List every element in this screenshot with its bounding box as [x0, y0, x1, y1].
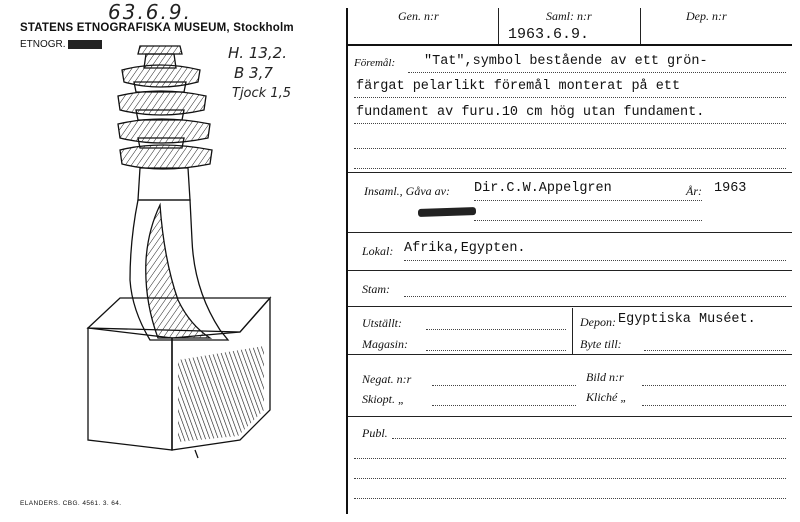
ar-label: År:	[686, 184, 702, 198]
foremal-line-3: fundament av furu.10 cm hög utan fundament.	[356, 105, 705, 120]
dotted-line	[354, 148, 786, 149]
saml-nr-label: Saml: n:r	[546, 9, 592, 23]
depon-value: Egyptiska Muséet.	[618, 312, 756, 327]
utstallt-label: Utställt:	[362, 316, 403, 330]
section-rule	[348, 306, 792, 307]
dotted-line	[404, 296, 786, 297]
dotted-line	[474, 220, 702, 221]
dotted-line	[644, 350, 786, 351]
lokal-value: Afrika,Egypten.	[404, 241, 526, 256]
dotted-line	[642, 405, 786, 406]
depon-label: Depon:	[580, 315, 616, 329]
foremal-line-1: "Tat",symbol bestående av ett grön-	[424, 54, 708, 69]
section-divider	[572, 308, 573, 354]
negat-label: Negat. n:r	[362, 372, 412, 386]
etnogr-text: ETNOGR.	[20, 39, 66, 50]
dotted-line	[426, 329, 566, 330]
dotted-line	[432, 405, 576, 406]
struck-text-mark	[418, 207, 476, 217]
magasin-label: Magasin:	[362, 337, 408, 351]
dotted-line	[354, 478, 786, 479]
dotted-line	[432, 385, 576, 386]
stam-label: Stam:	[362, 282, 390, 296]
dotted-line	[392, 438, 786, 439]
dotted-line	[474, 200, 702, 201]
ar-value: 1963	[714, 181, 747, 196]
dotted-line	[426, 350, 566, 351]
foremal-label: Föremål:	[354, 57, 396, 69]
dotted-line	[404, 260, 786, 261]
djed-pillar-drawing	[60, 40, 320, 460]
dotted-line	[354, 458, 786, 459]
dotted-line	[408, 72, 786, 73]
handwritten-catalog-number: 63.6.9.	[108, 0, 192, 24]
header-divider	[498, 8, 499, 44]
section-rule	[348, 232, 792, 233]
measurement-thickness: Tjock 1,5	[232, 86, 291, 101]
gen-nr-label: Gen. n:r	[398, 9, 439, 23]
section-rule	[348, 172, 792, 173]
saml-nr-value: 1963.6.9.	[508, 26, 590, 43]
insaml-value: Dir.C.W.Appelgren	[474, 181, 612, 196]
printer-mark: ELANDERS. CBG. 4561. 3. 64.	[20, 500, 122, 507]
foremal-line-2: färgat pelarlikt föremål monterat på ett	[356, 79, 681, 94]
dep-nr-label: Dep. n:r	[686, 9, 727, 23]
publ-label: Publ.	[362, 426, 388, 440]
section-rule	[348, 416, 792, 417]
museum-title: STATENS ETNOGRAFISKA MUSEUM, Stockholm	[20, 22, 294, 34]
measurement-width: B 3,7	[234, 64, 273, 82]
section-rule	[348, 270, 792, 271]
dotted-line	[354, 123, 786, 124]
byte-label: Byte till:	[580, 337, 622, 351]
dotted-line	[642, 385, 786, 386]
section-rule	[348, 354, 792, 355]
header-rule	[348, 44, 792, 46]
header-divider	[640, 8, 641, 44]
measurement-height: H. 13,2.	[228, 44, 287, 62]
catalog-card	[346, 8, 792, 514]
kliche-label: Kliché „	[586, 390, 627, 404]
dotted-line	[354, 168, 786, 169]
dotted-line	[354, 498, 786, 499]
bild-label: Bild n:r	[586, 370, 624, 384]
dotted-line	[354, 97, 786, 98]
insaml-label: Insaml., Gåva av:	[364, 184, 450, 198]
skiopt-label: Skiopt. „	[362, 392, 405, 406]
lokal-label: Lokal:	[362, 244, 394, 258]
